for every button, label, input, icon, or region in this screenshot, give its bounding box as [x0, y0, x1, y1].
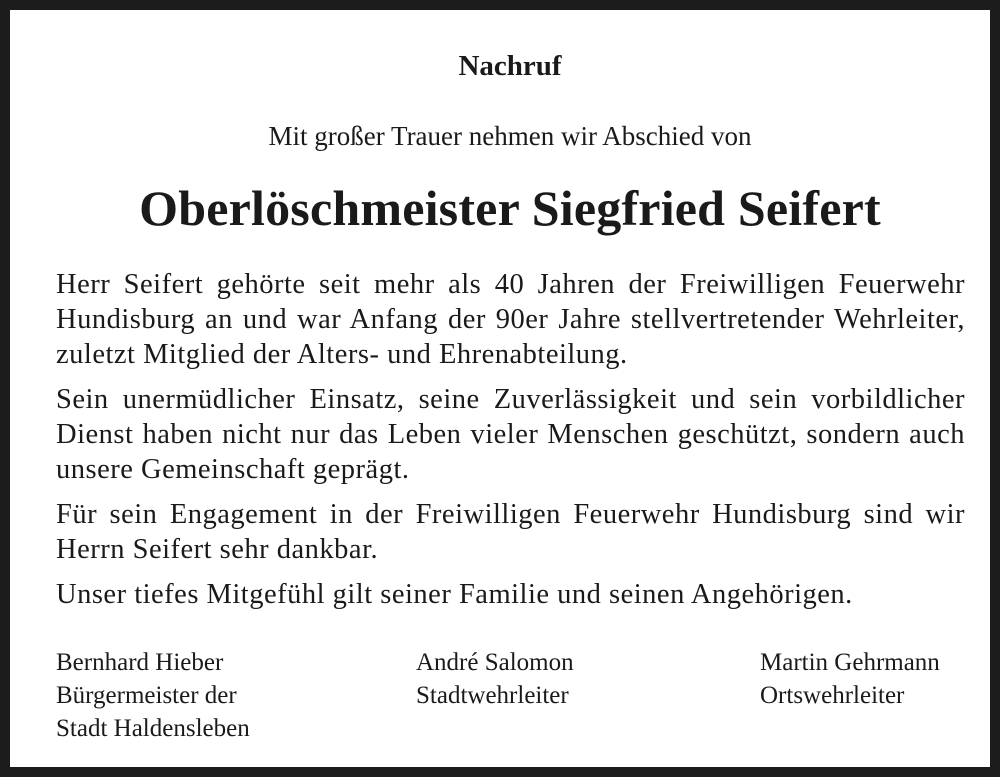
- obituary-heading: Nachruf: [458, 50, 562, 82]
- paragraph-service: Herr Seifert gehörte seit mehr als 40 Jahren der Freiwilligen Feuerwehr Hundisburg an und war Anfang der 90er Jahre stellvertretender Wehrleiter, zuletzt Mitglied der Alters- und Ehrenabteilung.: [56, 269, 965, 370]
- signatory-local-fire-chief: [760, 646, 940, 712]
- paragraph-gratitude: Für sein Engagement in der Freiwilligen Feuerwehr Hundisburg sind wir Herrn Seifert sehr dankbar.: [56, 499, 965, 565]
- signatory-name: Bernhard Hieber: [56, 649, 224, 676]
- signatory-title: Ortswehrleiter: [760, 682, 905, 709]
- signatory-title-continued: Stadt Haldensleben: [56, 715, 250, 742]
- deceased-name: Oberlöschmeister Siegfried Seifert: [139, 180, 881, 236]
- signatory-title: Stadtwehrleiter: [416, 682, 569, 709]
- signatory-name: Martin Gehrmann: [760, 649, 940, 676]
- paragraph-dedication: Sein unermüdlicher Einsatz, seine Zuverlässigkeit und sein vorbildlicher Dienst haben nicht nur das Leben vieler Menschen geschützt, sondern auch unsere Gemeinschaft geprägt.: [56, 384, 965, 485]
- signatory-title: Bürgermeister der: [56, 682, 237, 709]
- obituary-body: [56, 267, 965, 622]
- signatory-city-fire-chief: [416, 646, 574, 712]
- intro-line: Mit großer Trauer nehmen wir Abschied von: [268, 121, 752, 151]
- signatory-name: André Salomon: [416, 649, 574, 676]
- paragraph-condolence: Unser tiefes Mitgefühl gilt seiner Familie und seinen Angehörigen.: [56, 579, 853, 610]
- signatory-mayor: [56, 646, 250, 745]
